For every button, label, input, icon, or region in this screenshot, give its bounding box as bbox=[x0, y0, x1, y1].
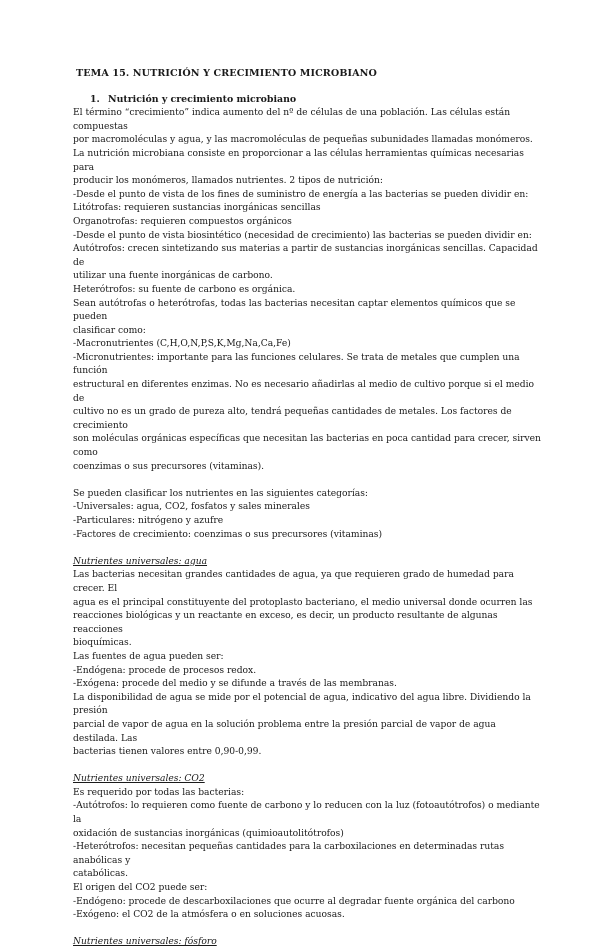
categories-body bbox=[73, 488, 542, 542]
page-title: TEMA 15. NUTRICIÓN Y CRECIMIENTO MICROBIANO bbox=[76, 68, 378, 79]
paragraph-line: bioquímicas. bbox=[73, 638, 132, 649]
section-heading bbox=[90, 93, 542, 107]
paragraph-line: Autótrofos: crecen sintetizando sus materias a partir de sustancias inorgánicas sencillas. Capacidad de bbox=[73, 244, 538, 268]
paragraph-line: parcial de vapor de agua en la solución problema entre la presión parcial de vapor de agua destilada. Las bbox=[73, 719, 496, 744]
paragraph-line: utilizar una fuente inorgánicas de carbono. bbox=[73, 271, 273, 282]
paragraph-line: -Desde el punto de vista biosintético (necesidad de crecimiento) las bacterias se pueden dividir en: bbox=[73, 230, 532, 241]
list-item: -Universales: agua, CO2, fosfatos y sales minerales bbox=[73, 502, 310, 513]
spacer bbox=[73, 474, 542, 488]
list-item: -Endógeno: procede de descarboxilaciones que ocurre al degradar fuente orgánica del carbono bbox=[73, 896, 515, 907]
list-item: -Autótrofos: lo requieren como fuente de carbono y lo reducen con la luz (fotoautótrofos) o mediante la bbox=[73, 801, 540, 826]
paragraph-line: Litótrofas: requieren sustancias inorgánicas sencillas bbox=[73, 203, 321, 214]
spacer bbox=[73, 542, 542, 556]
list-item: -Heterótrofos: necesitan pequeñas cantidades para la carboxilaciones en determinadas rutas anabólicas y bbox=[73, 842, 504, 866]
paragraph-line: El origen del CO2 puede ser: bbox=[73, 883, 208, 894]
paragraph-line: producir los monómeros, llamados nutrientes. 2 tipos de nutrición: bbox=[73, 176, 383, 187]
paragraph-line: Heterótrofos: su fuente de carbono es orgánica. bbox=[73, 284, 296, 295]
subsection-heading-agua: Nutrientes universales: agua bbox=[73, 556, 208, 567]
paragraph-line: cultivo no es un grado de pureza alto, tendrá pequeñas cantidades de metales. Los factores de crecimiento bbox=[73, 407, 512, 431]
paragraph-line: Organotrofas: requieren compuestos orgánicos bbox=[73, 216, 292, 227]
paragraph-line: Las fuentes de agua pueden ser: bbox=[73, 651, 224, 662]
paragraph-line: oxidación de sustancias inorgánicas (quimioautolitótrofos) bbox=[73, 828, 344, 839]
paragraph-line: La disponibilidad de agua se mide por el potencial de agua, indicativo del agua libre. Dividiendo la presión bbox=[73, 692, 531, 717]
spacer bbox=[73, 923, 542, 937]
section-title: Nutrición y crecimiento microbiano bbox=[108, 93, 297, 105]
section-number: 1. bbox=[90, 93, 100, 105]
section1-body bbox=[73, 107, 542, 474]
paragraph-line: reacciones biológicas y un reactante en exceso, es decir, un producto resultante de algunas reacciones bbox=[73, 611, 498, 635]
paragraph-line: Es requerido por todas las bacterias: bbox=[73, 787, 245, 798]
paragraph-line: Las bacterias necesitan grandes cantidades de agua, ya que requieren grado de humedad para crecer. El bbox=[73, 570, 514, 594]
paragraph-line: son moléculas orgánicas específicas que necesitan las bacterias en poca cantidad para crecer, sirven como bbox=[73, 434, 541, 459]
list-item: -Endógena: procede de procesos redox. bbox=[73, 665, 257, 676]
list-item: -Factores de crecimiento: coenzimas o sus precursores (vitaminas) bbox=[73, 529, 383, 540]
paragraph-line: El término “crecimiento” indica aumento del nº de células de una población. Las células están compuestas bbox=[73, 108, 511, 132]
paragraph-line: -Micronutrientes: importante para las funciones celulares. Se trata de metales que cumplen una función bbox=[73, 352, 520, 377]
paragraph-line: catabólicas. bbox=[73, 869, 128, 880]
subsection-heading-fosforo: Nutrientes universales: fósforo bbox=[73, 937, 217, 948]
paragraph-line: -Macronutrientes (C,H,O,N,P,S,K,Mg,Na,Ca,Fe) bbox=[73, 339, 291, 350]
paragraph-line: La nutrición microbiana consiste en proporcionar a las células herramientas químicas necesarias para bbox=[73, 148, 524, 173]
paragraph-line: bacterias tienen valores entre 0,90-0,99. bbox=[73, 747, 262, 758]
spacer bbox=[73, 760, 542, 774]
paragraph-line: estructural en diferentes enzimas. No es necesario añadirlas al medio de cultivo porque si el medio de bbox=[73, 380, 535, 404]
agua-body bbox=[73, 569, 542, 759]
subsection-heading-co2: Nutrientes universales: CO2 bbox=[73, 774, 205, 785]
paragraph-line: Sean autótrofas o heterótrofas, todas las bacterias necesitan captar elementos químicos que se pueden bbox=[73, 298, 516, 323]
paragraph-line: Se pueden clasificar los nutrientes en las siguientes categorías: bbox=[73, 488, 368, 499]
list-item: -Exógena: procede del medio y se difunde a través de las membranas. bbox=[73, 679, 397, 690]
paragraph-line: agua es el principal constituyente del protoplasto bacteriano, el medio universal donde ocurren las bbox=[73, 597, 533, 608]
list-item: -Exógeno: el CO2 de la atmósfera o en soluciones acuosas. bbox=[73, 910, 345, 921]
paragraph-line: por macromoléculas y agua, y las macromoléculas de pequeñas subunidades llamadas monómeros. bbox=[73, 135, 533, 146]
paragraph-line: -Desde el punto de vista de los fines de suministro de energía a las bacterias se pueden dividir en: bbox=[73, 189, 529, 200]
paragraph-line: clasificar como: bbox=[73, 325, 146, 336]
co2-body bbox=[73, 787, 542, 923]
paragraph-line: coenzimas o sus precursores (vitaminas). bbox=[73, 461, 265, 472]
list-item: -Particulares: nitrógeno y azufre bbox=[73, 516, 224, 526]
